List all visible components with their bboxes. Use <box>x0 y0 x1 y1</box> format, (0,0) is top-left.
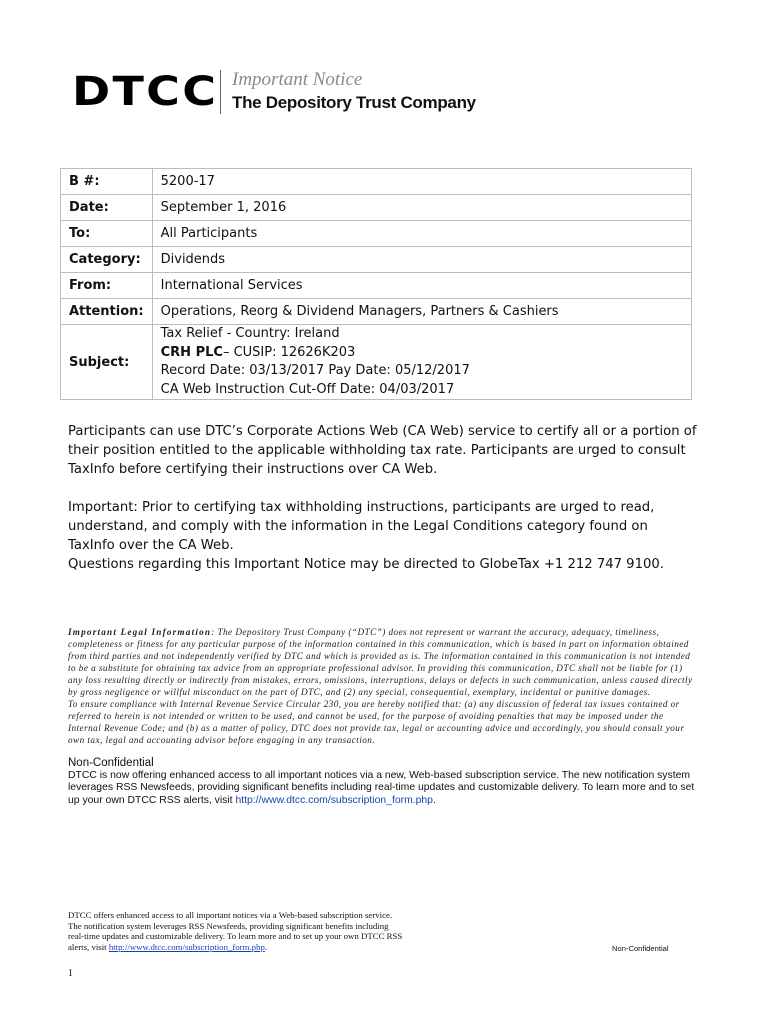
subject-line-1: Tax Relief - Country: Ireland <box>160 326 340 341</box>
subject-line-2 <box>161 344 683 363</box>
body-paragraph-2: Important: Prior to certifying tax withholding instructions, participants are urged to read, understand, and comply with the information in the Legal Conditions category found on TaxInfo over the CA Web. <box>68 500 655 553</box>
row-from <box>61 273 692 299</box>
date-label: Date: <box>61 195 153 221</box>
subscription-body: DTCC is now offering enhanced access to all important notices via a new, Web-based subscription service. The new notification system leverages RSS Newsfeeds, providing significant benefits including real-time updates and customizable delivery. To learn more and to set up your own DTCC RSS alerts, visit <box>68 770 695 806</box>
subject-line-3: Record Date: 03/13/2017 Pay Date: 05/12/2017 <box>160 363 470 378</box>
subscription-notice <box>68 756 698 807</box>
footer-link[interactable]: http://www.dtcc.com/subscription_form.php <box>108 941 265 952</box>
header-divider <box>220 70 221 114</box>
date-value: September 1, 2016 <box>152 195 691 221</box>
body-paragraph-1: Participants can use DTC’s Corporate Actions Web (CA Web) service to certify all or a portion of their position entitled to the applicable withholding tax rate. Participants are urged to consult TaxInfo before certifying their instructions over CA Web. <box>68 424 697 477</box>
footer-notice <box>68 910 468 952</box>
from-label: From: <box>61 273 153 299</box>
subscription-link[interactable]: http://www.dtcc.com/subscription_form.php <box>235 794 433 806</box>
attention-label: Attention: <box>61 299 153 325</box>
to-label: To: <box>61 221 153 247</box>
to-value: All Participants <box>152 221 691 247</box>
body-paragraph-3: Questions regarding this Important Notice may be directed to GlobeTax +1 212 747 9100. <box>68 557 664 572</box>
row-b-number <box>61 169 692 195</box>
row-date <box>61 195 692 221</box>
legal-heading: Important Legal Information <box>68 627 212 637</box>
b-number-label: B #: <box>61 169 153 195</box>
footer-end: . <box>264 941 268 952</box>
subject-issuer: CRH PLC <box>160 344 223 360</box>
row-category <box>61 247 692 273</box>
info-table <box>60 168 692 400</box>
row-attention <box>61 299 692 325</box>
footer-non-confidential: Non-Confidential <box>612 944 669 953</box>
legal-paragraph-2: To ensure compliance with Internal Revenue Service Circular 230, you are hereby notified that: (a) any discussion of federal tax issues contained or referred to herein is not intended or written to be used, and cannot be used, for the purpose of avoiding penalties that may be imposed under the Internal Revenue Code; and (b) as a matter of policy, DTC does not provide tax, legal or accounting advice and accordingly, you should consult your own tax, legal and accounting advisor before engaging in any transaction. <box>68 699 685 745</box>
category-value: Dividends <box>152 247 691 273</box>
b-number-value: 5200-17 <box>152 169 691 195</box>
legal-text-1: : The Depository Trust Company (“DTC”) does not represent or warrant the accuracy, adequacy, timeliness, completeness or fitness for any particular purpose of the information contained in this communication, which is based in part on information obtained from third parties and not independently verified by DTC and which is provided as is. The information contained in this communication is not intended to be a substitute for obtaining tax advice from an appropriate professional advisor. In providing this communication, DTC shall not be liable for (1) any loss resulting directly or indirectly from mistakes, errors, omissions, interruptions, delays or defects in such communication, unless caused directly by gross negligence or willful misconduct on the part of DTC, and (2) any special, consequential, exemplary, incidental or punitive damages. <box>68 627 693 697</box>
notice-title: Important Notice <box>232 69 363 90</box>
from-value: International Services <box>152 273 691 299</box>
footer-line-1: DTCC offers enhanced access to all important notices via a Web-based subscription service. <box>68 910 393 920</box>
subscription-text <box>68 770 698 807</box>
company-name: The Depository Trust Company <box>232 93 476 112</box>
legal-information <box>68 626 698 746</box>
category-label: Category: <box>61 247 153 273</box>
subject-value <box>152 325 691 400</box>
row-subject <box>61 325 692 400</box>
footer-visit: alerts, visit <box>68 941 109 952</box>
dtcc-logo: DTCC <box>72 69 219 115</box>
non-confidential-label: Non-Confidential <box>68 757 154 769</box>
footer-line-2: The notification system leverages RSS Newsfeeds, providing significant benefits including <box>68 920 389 931</box>
footer-line-4 <box>68 942 468 953</box>
footer-line-3: real-time updates and customizable delivery. To learn more and to set up your own DTCC RSS <box>68 931 403 942</box>
attention-value: Operations, Reorg & Dividend Managers, Partners & Cashiers <box>152 299 691 325</box>
subject-label: Subject: <box>61 325 153 400</box>
subject-line-4: CA Web Instruction Cut-Off Date: 04/03/2017 <box>160 381 455 397</box>
page-number: 1 <box>68 968 73 979</box>
subscription-end: . <box>432 794 436 806</box>
legal-paragraph-1 <box>68 626 698 698</box>
row-to <box>61 221 692 247</box>
subject-cusip: – CUSIP: 12626K203 <box>222 344 356 360</box>
header-text <box>232 68 476 114</box>
